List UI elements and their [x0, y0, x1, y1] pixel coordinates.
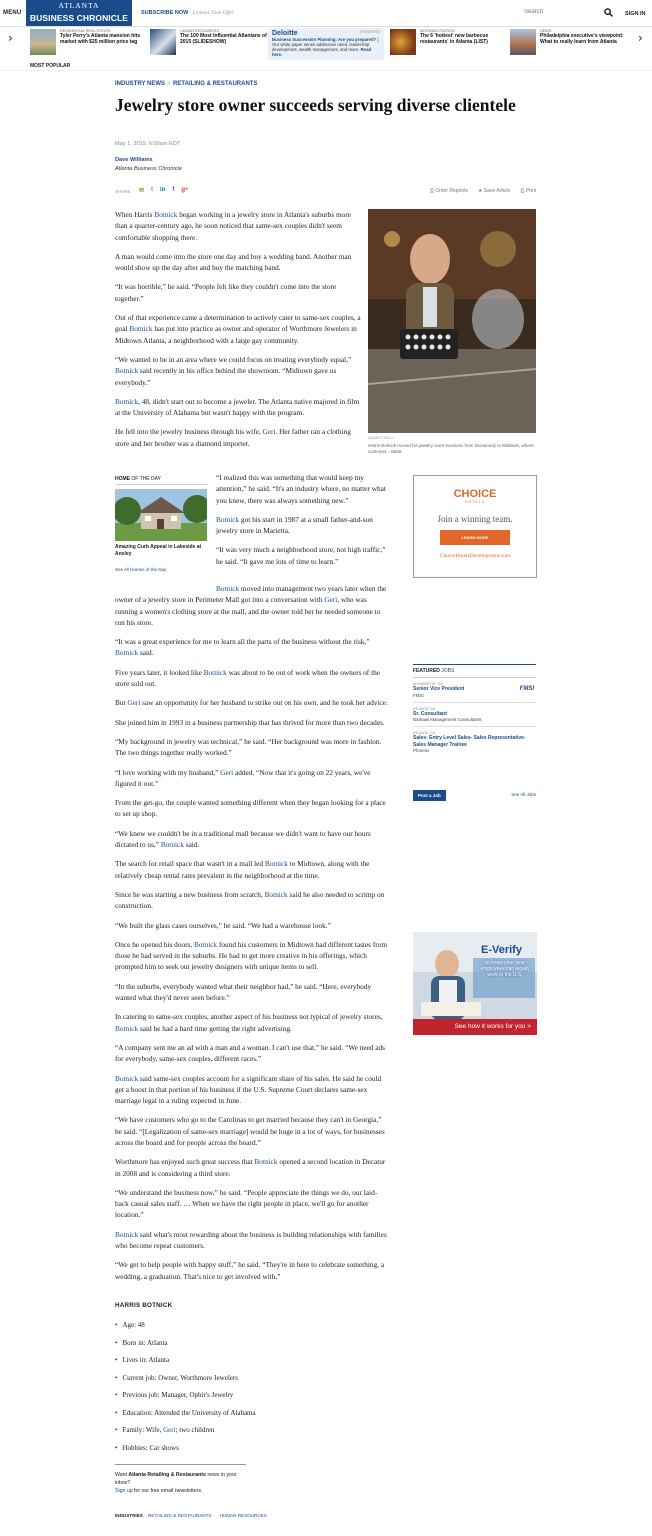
print-label: Print [525, 188, 536, 194]
everify-ad[interactable] [413, 932, 537, 1035]
industry-tags [115, 1513, 267, 1518]
sign-in-link[interactable]: SIGN IN [625, 11, 646, 17]
article-body-1 [115, 209, 361, 457]
paragraph: “We understand the business now,” he said. “People appreciate the things we do, our laid-back casual sales staff. … When we have the right people in place, we'll go for another location.” [115, 1187, 378, 1220]
logo-line-2: BUSINESS CHRONICLE [29, 13, 129, 23]
job-location: ATLANTA, GA [413, 706, 436, 711]
newsletter-post: news in your inbox? [115, 1472, 237, 1486]
sponsored-label: SPONSORED [359, 30, 380, 34]
featured-jobs-header [413, 664, 536, 678]
top-bar [0, 0, 652, 27]
deloitte-headline: Business Succession Planning: Are you prepared? [272, 37, 377, 42]
story-title: The 6 'hottest' new barbecue restaurants' in Atlanta (LIST) [420, 33, 489, 46]
newsletter-signup-link[interactable]: Sign up [115, 1488, 133, 1494]
google-plus-icon[interactable]: g+ [181, 187, 189, 193]
job-location: ATLANTA, GA [413, 731, 436, 735]
chevron-left-icon[interactable]: › [8, 31, 13, 45]
fact-list [115, 1320, 256, 1460]
article-headline: Jewelry store owner succeeds serving diverse clientele [115, 95, 516, 115]
post-job-button[interactable]: Post a Job [413, 790, 446, 801]
job-title[interactable]: Sr. Consultant [413, 710, 447, 717]
botnick-link[interactable]: Botnick [115, 1073, 139, 1083]
botnick-link[interactable]: Botnick [115, 396, 139, 406]
industries-label: INDUSTRIES [115, 1513, 143, 1518]
botnick-link[interactable]: Botnick [115, 1023, 139, 1033]
home-label: HOME [115, 476, 130, 482]
choice-brand: CHOICE [453, 488, 497, 500]
newsletter-tail: for our free email newsletters. [132, 1488, 203, 1494]
author-link[interactable]: Dave Williams [115, 157, 153, 163]
paragraph: A man would come into the store one day and buy a wedding band. Another man would show up the day after and buy the matching band. [115, 251, 352, 273]
story-thumbnail [390, 29, 416, 55]
story-thumbnail [510, 29, 536, 55]
reprint-icon: ⎙ [429, 188, 434, 194]
article-body-2 [216, 472, 388, 575]
fact-item: • Age: 48 [115, 1320, 256, 1331]
story-thumbnail [30, 29, 56, 55]
paragraph: When Harris Botnick began working in a jewelry store in Atlanta's suburbs more than a quarter-century ago, he soon noticed that same-sex couples didn't seem comfortable shopping there. [115, 210, 351, 242]
paragraph: Botnick got his start in 1987 at a small father-and-son jewelry store in Marietta. [216, 514, 373, 536]
paragraph: Botnick moved into management two years later when the owner of a jewelry store in Perimeter Mall got into a conversation with Geri, who was running a women's clothing store at the mall, and the owner told her he needed someone to run his store. [115, 584, 387, 627]
search-input[interactable] [524, 9, 594, 15]
of-the-day-label: OF THE DAY [130, 476, 161, 482]
paragraph: But Geri saw an opportunity for her husband to strike out on his own, and he took her advice. [115, 698, 388, 708]
fact-item: • Education: Attended the University of Alabama [115, 1408, 256, 1419]
most-popular-label [30, 63, 70, 69]
strip-story-3[interactable] [390, 29, 508, 61]
print-link[interactable] [520, 188, 536, 194]
article-date: May 1, 2015, 6:00am EDT [115, 141, 181, 147]
jeweler-photo-illustration [368, 209, 536, 433]
story-category: NEWS [540, 29, 552, 33]
share-bar [115, 186, 536, 198]
fact-item: • Current job: Owner, Worthmore Jewelers [115, 1373, 256, 1384]
paragraph: “We have customers who go to the Carolinas to get married because they can't in Georgia,” he said. “[Legalization of same-sex marriage] would be huge in a lot of ways, for businesses across the board and for people across the board.” [115, 1115, 385, 1147]
story-title: Tyler Perry's Atlanta mansion hits market with $25 million price tag [60, 33, 141, 46]
deloitte-cta[interactable]: Read here. [272, 47, 372, 57]
breadcrumb-industry-news[interactable]: INDUSTRY NEWS [115, 81, 166, 87]
geri-link[interactable]: Geri [163, 1426, 176, 1434]
everify-cta[interactable]: See how it works for you > [413, 1019, 537, 1035]
everify-text: to know your new employees can legally work in the U.S. [480, 960, 530, 978]
search-icon[interactable] [604, 8, 613, 17]
paragraph: “I love working with my husband,” Geri added. “Now that it's going on 22 years, we've figured it out.” [115, 767, 371, 788]
paragraph: “In the suburbs, everybody wanted what their neighbor had,” he said. “Here, everybody wanted what they'd never seen before.” [115, 981, 372, 1003]
tag-human-resources[interactable]: HUMAN RESOURCES [219, 1513, 267, 1518]
story-title: Philadelphia executive's viewpoint: What to really learn from Atlanta [540, 33, 624, 46]
everify-brand: E-Verify [481, 944, 522, 956]
article-photo[interactable] [368, 209, 536, 433]
botnick-link[interactable]: Botnick [194, 939, 218, 949]
fact-item: • Hobbies: Car shows [115, 1443, 256, 1454]
tag-separator: · [212, 1513, 215, 1518]
paragraph: Worthmore has enjoyed such great success that Botnick opened a second location in Decatur in 2008 and is considering a third store. [115, 1157, 386, 1178]
paragraph: Once he opened his doors, Botnick found his customers in Midtown had different tastes from those he had served in the suburbs. He had to get more creative in his offerings, which prompted him to seek out jewelry designers with unique items to sell. [115, 939, 388, 972]
botnick-link[interactable]: Botnick [216, 514, 240, 524]
order-reprints-link[interactable] [430, 188, 468, 194]
paragraph: Botnick said same-sex couples account for a significant share of his sales. He said he could get a boost in that portion of his business if the U.S. Supreme Court declares same-sex marriage legal in a ruling expected in June. [115, 1073, 382, 1106]
menu-button[interactable]: MENU [3, 10, 22, 16]
story-category: RESIDENTIAL REAL ESTATE [60, 29, 111, 33]
job-title[interactable]: Sales- Entry Level Sales- Sales Representative- Sales Manager Trainee [413, 735, 526, 748]
twitter-icon[interactable]: t [151, 187, 154, 193]
order-reprints-label: Order Reprints [435, 188, 469, 194]
linkedin-icon[interactable]: in [160, 187, 166, 193]
geri-link[interactable]: Geri [262, 427, 276, 437]
paragraph: In catering to same-sex couples, another aspect of his business not typical of jewelry stores, Botnick said he had a hard time getting the right advertising. [115, 1012, 383, 1033]
logo-line-1: ATLANTA [58, 1, 100, 10]
paragraph: “It was a great experience for me to learn all the parts of the business without the risk,” Botnick said. [115, 637, 370, 658]
photo-credit: ADAM FITELLI [368, 436, 394, 440]
newsletter-pre: Want [115, 1472, 129, 1478]
most-popular-text: MOST POPULAR [30, 63, 71, 69]
trending-strip [0, 27, 652, 71]
geri-link[interactable]: Geri [127, 698, 141, 708]
job-company: Phoenix [413, 748, 430, 753]
paragraph: Botnick said what's most rewarding about the business is building relationships with families who become repeat customers. [115, 1229, 387, 1251]
publication-name: Atlanta Business Chronicle [115, 166, 182, 172]
paragraph: “We wanted to be in an area where we could focus on treating everybody equal,” Botnick said recently in his office behind the showroom. “Midtown gave us everybody.” [115, 354, 352, 387]
strip-story-4[interactable] [510, 29, 628, 61]
story-category: MORNING EDITION [420, 29, 455, 33]
choice-site[interactable]: ChoiceHotelsDevelopment.com [439, 553, 511, 559]
fact-item: • Lives in: Atlanta [115, 1355, 256, 1366]
strip-story-2[interactable] [150, 29, 268, 61]
photo-caption [368, 443, 534, 455]
star-icon: ★ [478, 188, 483, 194]
save-article-link[interactable] [478, 188, 510, 194]
breadcrumb-separator: › [168, 81, 171, 87]
story-thumbnail [150, 29, 176, 55]
featured-label: FEATURED [413, 668, 440, 674]
story-title: The 100 Most Influential Atlantans of 2015 (SLIDESHOW) [180, 33, 267, 46]
facebook-icon[interactable]: f [172, 187, 175, 193]
breadcrumb-retailing[interactable]: RETAILING & RESTAURANTS [173, 81, 258, 87]
jobs-label: JOBS [439, 668, 455, 674]
botnick-link[interactable]: Botnick [115, 366, 139, 376]
botnick-link[interactable]: Botnick [216, 584, 240, 593]
strip-story-1[interactable] [30, 29, 148, 61]
paragraph: Since he was starting a new business from scratch, Botnick said he also needed to scrimp on construction. [115, 889, 385, 911]
subscribe-label: SUBSCRIBE NOW [141, 10, 189, 16]
house-illustration [115, 489, 207, 541]
paragraph: She joined him in 1993 in a business partnership that has thrived for more than two decades. [115, 717, 385, 727]
home-caption[interactable]: Amazing Curb Appeal in Lakeside at Ansley [115, 544, 202, 557]
see-all-homes-link[interactable]: See All Homes of the Day [115, 567, 167, 572]
choice-tagline: Join a winning team. [437, 514, 513, 524]
botnick-link[interactable]: Botnick [160, 840, 184, 850]
deloitte-brand: Deloitte [272, 30, 298, 37]
paragraph: “It was horrible,” he said. “People felt like they couldn't come into the store together.” [115, 282, 337, 303]
save-article-label: Save Article [483, 188, 511, 194]
job-company: FMSI [413, 692, 424, 698]
paragraph: “A company sent me an ad with a man and a woman. I can't use that,” he said. “We need ads for everybody, same-sex couples, different races.” [115, 1042, 386, 1064]
job-listing[interactable] [413, 703, 536, 728]
paragraph: From the get-go, the couple wanted something different when they began looking for a place to set up shop. [115, 798, 386, 819]
paragraph: “We get to help people with happy stuff,” he said. “They're in here to celebrate something, a wedding, a graduation. That's nice to get involved with.” [115, 1260, 385, 1281]
site-logo[interactable] [26, 0, 132, 26]
deloitte-ad[interactable]: Deloitte SPONSORED Business Succession Planning: Are you prepared? | Our white paper series addresses need, leadership development, wealth management, and more. Read here. [268, 28, 384, 60]
subscribe-offer: Limited Time Offer [192, 10, 235, 16]
botnick-link[interactable]: Botnick [154, 210, 178, 219]
fmsi-logo: FMSI [519, 686, 534, 692]
learn-more-button[interactable]: LEARN MORE [440, 530, 510, 545]
deloitte-text: Our white paper series addresses need, leadership development, wealth management, and more. [272, 42, 370, 52]
paragraph: He fell into the jewelry business through his wife, Geri. Her father ran a clothing store and her brother was a diamond importer. [115, 427, 351, 448]
share-label: SHARE [115, 189, 131, 194]
home-of-the-day[interactable] [115, 476, 207, 572]
featured-jobs [413, 664, 536, 798]
botnick-link[interactable]: Botnick [264, 859, 288, 869]
paragraph: The search for retail space that wasn't in a mall led Botnick to Midtown, along with the relatively cheap rental rates prevalent in the neighborhood at the time. [115, 859, 370, 880]
subscribe-link[interactable] [141, 10, 234, 16]
breadcrumb [115, 81, 257, 87]
job-location: ALPHARETTA, GA [413, 682, 443, 686]
paragraph: “It was very much a neighborhood store, not high traffic,” he said. “It gave me lots of time to learn.” [216, 545, 386, 566]
home-photo[interactable] [115, 489, 207, 541]
fact-item: • Family: Wife, Geri; two children [115, 1425, 256, 1436]
paragraph: “I realized this was something that would keep my attention,” he said. “It's an industry where, no matter what you knew, there was always something new.” [216, 473, 386, 505]
print-icon: ⎙ [520, 188, 525, 194]
email-icon[interactable]: ✉ [139, 188, 145, 194]
fact-item: • Previous job: Manager, Ophir's Jewelry [115, 1390, 256, 1401]
caption-text: Harris Botnick moved his jewelry store business from Dunwoody to Midtown, where customer... [368, 443, 534, 454]
paragraph: “We built the glass cases ourselves,” he said. “We had a warehouse look.” [115, 920, 331, 930]
see-all-jobs-link[interactable]: See All Jobs [511, 792, 536, 797]
newsletter-topic: Atlanta Retailing & Restaurants [128, 1472, 206, 1478]
botnick-link[interactable]: Botnick [264, 889, 288, 899]
newsletter-promo [115, 1464, 246, 1495]
paragraph: “We knew we couldn't be in a traditional mall because we didn't want to have our hours dictated to us,” Botnick said. [115, 828, 371, 850]
job-title[interactable]: Senior Vice President [413, 686, 465, 692]
geri-link[interactable]: Geri [324, 595, 338, 605]
home-of-day-header [115, 476, 207, 485]
tag-retailing[interactable]: RETAILING & RESTAURANTS [148, 1513, 212, 1518]
geri-link[interactable]: Geri [220, 767, 234, 777]
choice-sub: HOTELS [464, 500, 485, 504]
caption-more-link[interactable]: More [391, 449, 402, 454]
botnick-link[interactable]: Botnick [129, 324, 153, 334]
fact-item: • Born in: Atlanta [115, 1338, 256, 1349]
botnick-link[interactable]: Botnick [203, 667, 227, 677]
job-listing[interactable] [413, 727, 536, 757]
botnick-link[interactable]: Botnick [115, 648, 139, 658]
factbox-title: HARRIS BOTNICK [115, 1302, 173, 1309]
paragraph: “My background in jewelry was technical,” he said. “Her background was more in fashion. The two things together really worked.” [115, 736, 382, 758]
paragraph: Five years later, it looked like Botnick was about to be out of work when the owners of the store sold out. [115, 667, 380, 689]
choice-hotels-ad[interactable] [413, 475, 537, 578]
chevron-right-icon[interactable]: › [638, 31, 643, 45]
story-category: HUMAN RESOURCES [180, 29, 220, 33]
job-company: Barkawi Management Consultants [413, 717, 482, 722]
paragraph: Out of that experience came a determination to actively cater to same-sex couples, a goal Botnick has put into practice as owner and operator of Worthmore Jewelers in Midtown Atlanta, a neighborhood with a large gay community. [115, 313, 361, 345]
botnick-link[interactable]: Botnick [115, 1229, 139, 1239]
article-body-3 [115, 583, 388, 1290]
job-listing[interactable] [413, 678, 536, 703]
paragraph: Botnick, 48, didn't start out to become a jeweler. The Atlanta native majored in film at the University of Alabama but wasn't happy with the program. [115, 396, 360, 418]
botnick-link[interactable]: Botnick [254, 1157, 278, 1167]
